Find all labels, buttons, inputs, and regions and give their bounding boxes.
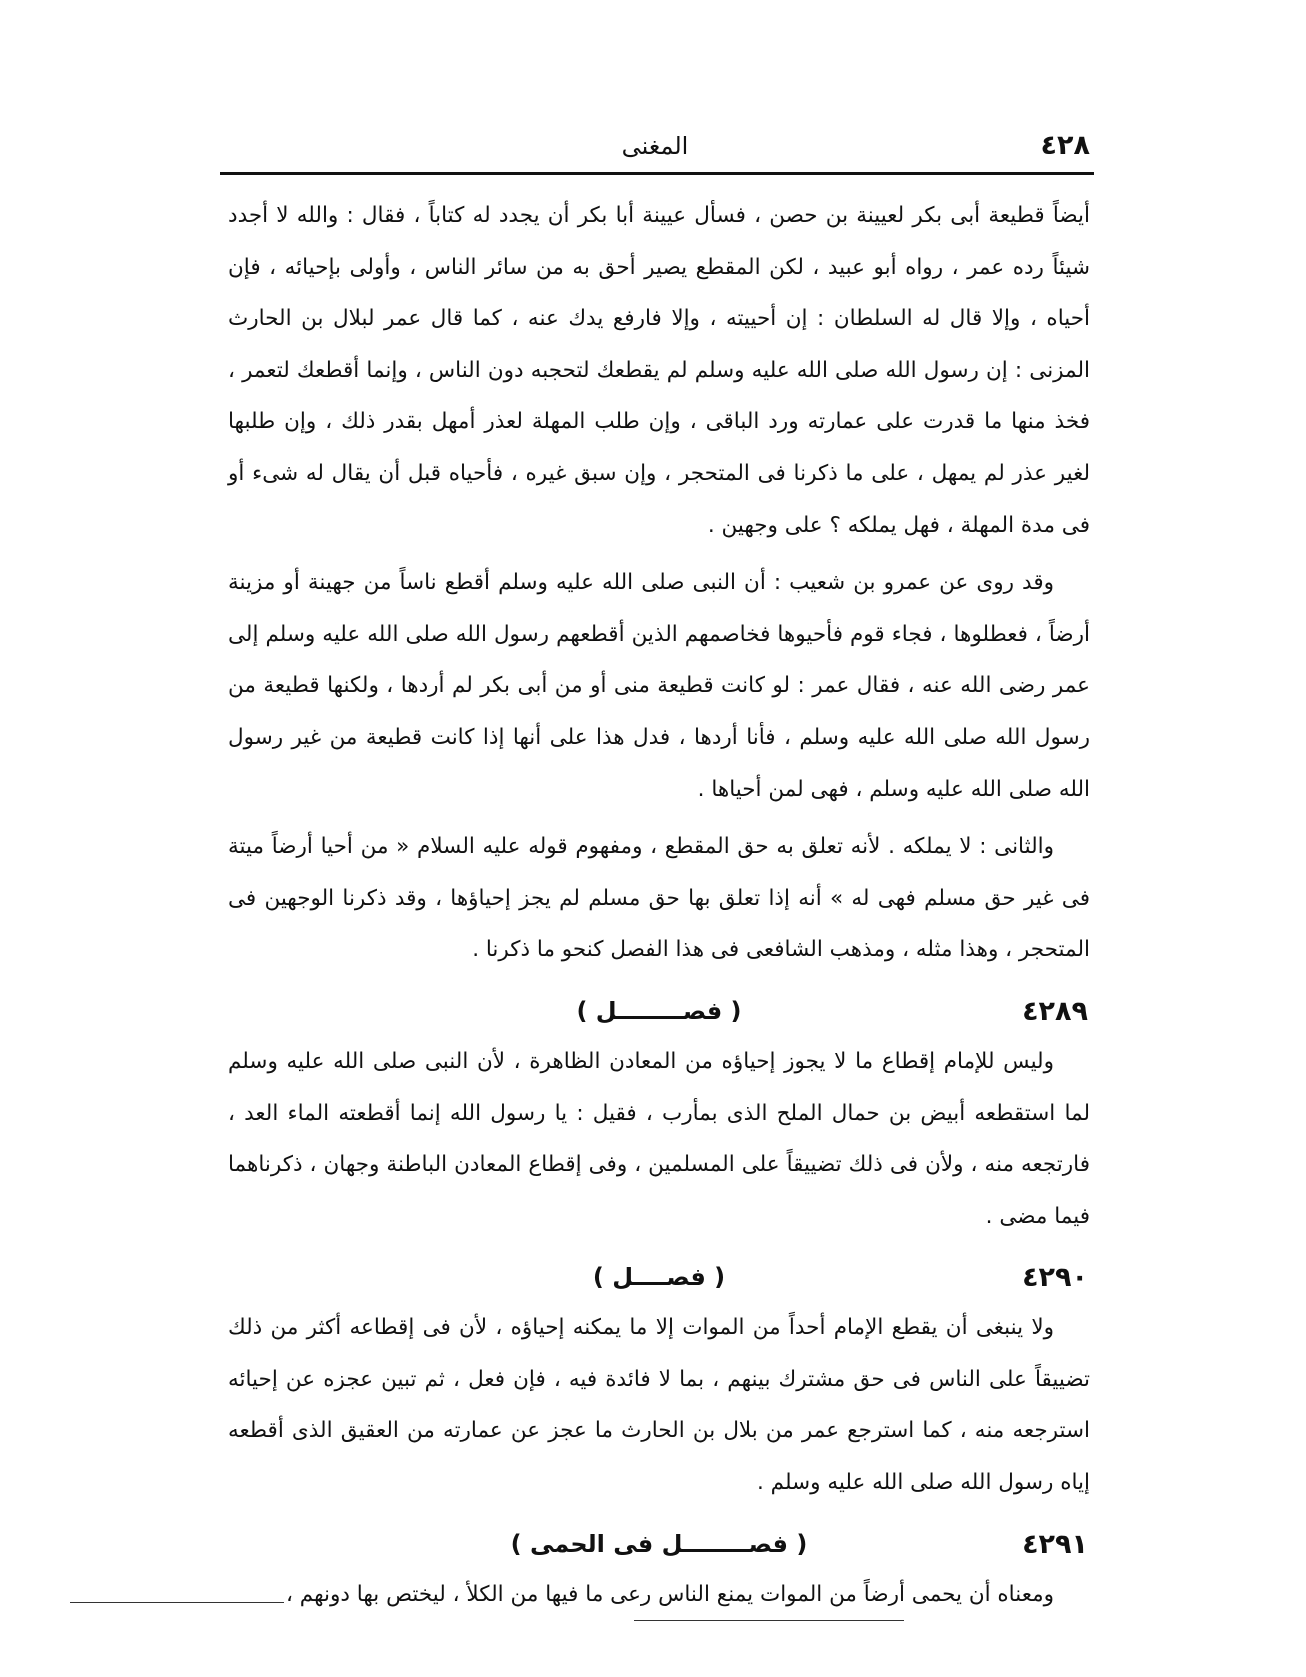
section-title: ( فصــــــــل فى الحمى ) — [510, 1529, 808, 1558]
section-heading-4290 — [228, 1242, 1090, 1302]
section-4291-text: ومعناه أن يحمى أرضاً من الموات يمنع الناس رعى ما فيها من الكلأ ، ليختص بها دونهم ، — [286, 1581, 1054, 1607]
footer-rule-right — [634, 1620, 904, 1621]
section-number: ٤٢٩٠ — [1022, 1262, 1088, 1294]
paragraph-second-view: والثانى : لا يملكه . لأنه تعلق به حق المقطع ، ومفهوم قوله عليه السلام « من أحيا أرضاً ميتة فى غير حق مسلم فهى له » أنه إذا تعلق بها حق مسلم لم يجز إحياؤها ، وقد ذكرنا الوجهين فى المتحجر ، وهذا مثله ، ومذهب الشافعى فى هذا الفصل كنحو ما ذكرنا . — [228, 834, 1090, 963]
paragraph-continuation: أيضاً قطيعة أبى بكر لعيينة بن حصن ، فسأل عيينة أبا بكر أن يجدد له كتاباً ، فقال : والله لا أجدد شيئاً رده عمر ، رواه أبو عبيد ، لكن المقطع يصير أحق به من سائر الناس ، وأولى بإحيائه ، فإن أحياه ، وإلا قال له السلطان : إن أحييته ، وإلا فارفع يدك عنه ، كما قال عمر لبلال بن الحارث المزنى : إن رسول الله صلى الله عليه وسلم لم يقطعك لتحجبه دون الناس ، وإنما أقطعك لتعمر ، فخذ منها ما قدرت على عمارته ورد الباقى ، وإن طلب المهلة لعذر أمهل بقدر ذلك ، وإن طلبها لغير عذر لم يمهل ، على ما ذكرنا فى المتحجر ، وإن سبق غيره ، فأحياه قبل أن يقال له شىء أو فى مدة المهلة ، فهل يملكه ؟ على وجهين . — [228, 203, 1090, 538]
footer-rule-left — [70, 1602, 284, 1603]
section-number: ٤٢٨٩ — [1022, 995, 1088, 1027]
section-number: ٤٢٩١ — [1022, 1528, 1088, 1560]
page-body — [228, 190, 1090, 1620]
section-4289-text: وليس للإمام إقطاع ما لا يجوز إحياؤه من المعادن الظاهرة ، لأن النبى صلى الله عليه وسلم لما استقطعه أبيض بن حمال الملح الذى بمأرب ، فقيل : يا رسول الله إنما أقطعته الماء العد ، فارتجعه منه ، ولأن فى ذلك تضييقاً على المسلمين ، وفى إقطاع المعادن الباطنة وجهان ، ذكرناهما فيما مضى . — [228, 1048, 1090, 1229]
book-title: المغنى — [621, 132, 689, 160]
page-number: ٤٢٨ — [1040, 130, 1090, 161]
section-4290-text: ولا ينبغى أن يقطع الإمام أحداً من الموات إلا ما يمكنه إحياؤه ، لأن فى إقطاعه أكثر من ذلك تضييقاً على الناس فى حق مشترك بينهم ، بما لا فائدة فيه ، فإن فعل ، ثم تبين عجزه عن إحيائه استرجعه منه ، كما استرجع عمر من بلال بن الحارث ما عجز عن عمارته من العقيق الذى أقطعه إياه رسول الله صلى الله عليه وسلم . — [228, 1315, 1090, 1496]
section-title: ( فصــــــــل ) — [576, 996, 742, 1025]
paragraph-amr-narration: وقد روى عن عمرو بن شعيب : أن النبى صلى الله عليه وسلم أقطع ناساً من جهينة أو مزينة أرضاً ، فعطلوها ، فجاء قوم فأحيوها فخاصمهم الذين أقطعهم رسول الله صلى الله عليه وسلم إلى عمر رضى الله عنه ، فقال عمر : لو كانت قطيعة منى أو من أبى بكر لم أردها ، ولكنها قطيعة من رسول الله صلى الله عليه وسلم ، فأنا أردها ، فدل هذا على أنها إذا كانت قطيعة من غير رسول الله صلى الله عليه وسلم ، فهى لمن أحياها . — [228, 570, 1090, 802]
section-heading-4291 — [228, 1509, 1090, 1569]
section-heading-4289 — [228, 976, 1090, 1036]
header-rule — [220, 172, 1094, 175]
section-title: ( فصــــل ) — [592, 1263, 726, 1292]
page-header — [220, 130, 1090, 170]
